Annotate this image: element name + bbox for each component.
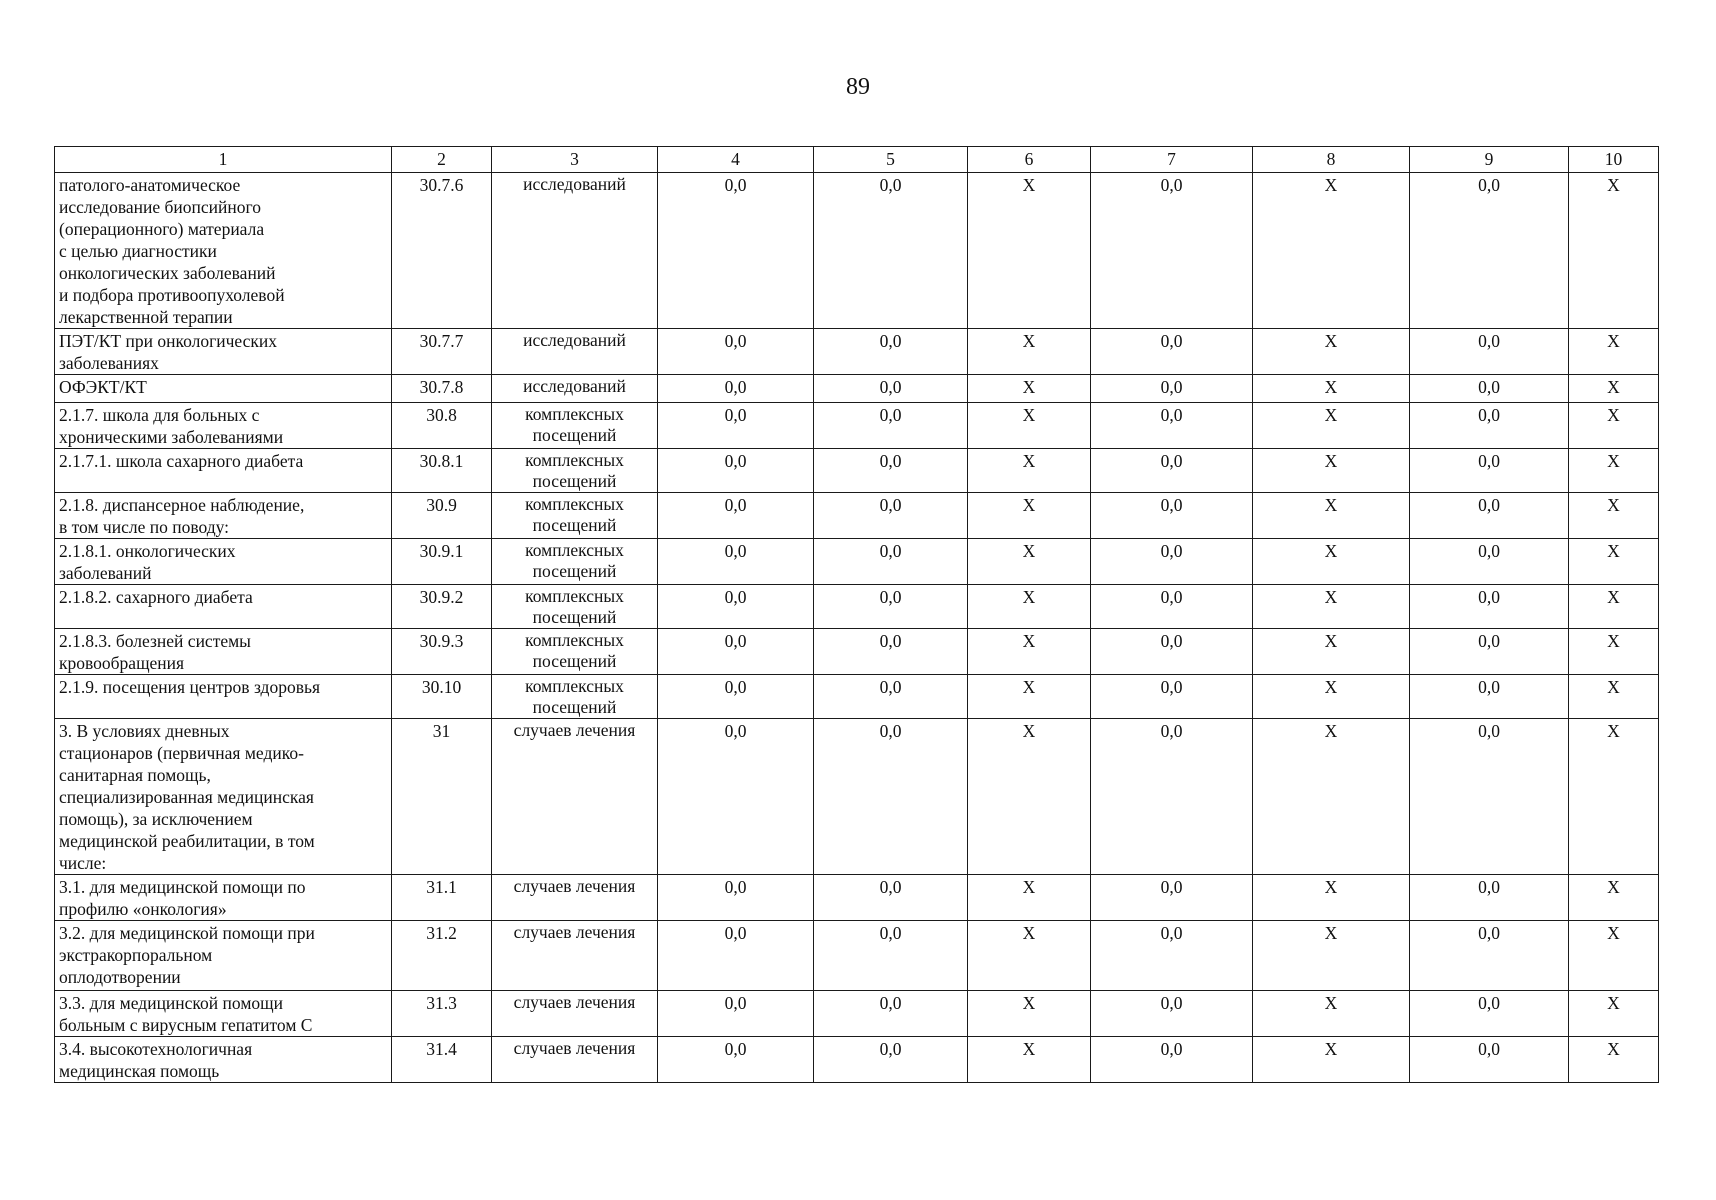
table-row xyxy=(55,539,1659,585)
value-cell-col7: 0,0 xyxy=(1091,375,1253,403)
table-row xyxy=(55,629,1659,675)
row-unit-cell: комплексных посещений xyxy=(492,403,658,449)
value-cell-col5: 0,0 xyxy=(814,719,968,875)
row-code-cell: 30.9 xyxy=(392,493,492,539)
value-cell-col9: 0,0 xyxy=(1410,629,1569,675)
row-unit-cell: комплексных посещений xyxy=(492,629,658,675)
value-cell-col5: 0,0 xyxy=(814,991,968,1037)
value-cell-col7: 0,0 xyxy=(1091,449,1253,493)
table-row xyxy=(55,719,1659,875)
value-cell-col10: Х xyxy=(1569,719,1659,875)
value-cell-col5: 0,0 xyxy=(814,173,968,329)
value-cell-col9: 0,0 xyxy=(1410,921,1569,991)
row-code-cell: 31.2 xyxy=(392,921,492,991)
value-cell-col4: 0,0 xyxy=(658,585,814,629)
value-cell-col7: 0,0 xyxy=(1091,875,1253,921)
value-cell-col8: Х xyxy=(1253,329,1410,375)
value-cell-col10: Х xyxy=(1569,991,1659,1037)
value-cell-col4: 0,0 xyxy=(658,1037,814,1083)
row-code-cell: 30.9.3 xyxy=(392,629,492,675)
value-cell-col4: 0,0 xyxy=(658,991,814,1037)
value-cell-col9: 0,0 xyxy=(1410,585,1569,629)
row-unit-cell: исследований xyxy=(492,173,658,329)
value-cell-col10: Х xyxy=(1569,585,1659,629)
value-cell-col4: 0,0 xyxy=(658,493,814,539)
column-header: 2 xyxy=(392,147,492,173)
value-cell-col9: 0,0 xyxy=(1410,875,1569,921)
value-cell-col10: Х xyxy=(1569,675,1659,719)
row-code-cell: 30.8 xyxy=(392,403,492,449)
column-header: 5 xyxy=(814,147,968,173)
row-code-cell: 30.7.7 xyxy=(392,329,492,375)
value-cell-col10: Х xyxy=(1569,173,1659,329)
value-cell-col9: 0,0 xyxy=(1410,1037,1569,1083)
value-cell-col4: 0,0 xyxy=(658,719,814,875)
value-cell-col7: 0,0 xyxy=(1091,719,1253,875)
table-row xyxy=(55,173,1659,329)
value-cell-col8: Х xyxy=(1253,539,1410,585)
value-cell-col9: 0,0 xyxy=(1410,329,1569,375)
row-code-cell: 30.9.2 xyxy=(392,585,492,629)
table-row xyxy=(55,1037,1659,1083)
row-unit-cell: случаев лечения xyxy=(492,991,658,1037)
row-name-cell: 3.3. для медицинской помощи больным с вирусным гепатитом С xyxy=(55,991,392,1037)
row-name-cell: 2.1.8.1. онкологических заболеваний xyxy=(55,539,392,585)
value-cell-col8: Х xyxy=(1253,173,1410,329)
row-code-cell: 30.7.8 xyxy=(392,375,492,403)
row-name-cell: 3.4. высокотехнологичная медицинская помощь xyxy=(55,1037,392,1083)
value-cell-col10: Х xyxy=(1569,1037,1659,1083)
value-cell-col5: 0,0 xyxy=(814,585,968,629)
column-header: 1 xyxy=(55,147,392,173)
value-cell-col8: Х xyxy=(1253,719,1410,875)
table-row xyxy=(55,921,1659,991)
row-unit-cell: комплексных посещений xyxy=(492,585,658,629)
value-cell-col7: 0,0 xyxy=(1091,173,1253,329)
header-row xyxy=(55,147,1659,173)
value-cell-col10: Х xyxy=(1569,329,1659,375)
value-cell-col6: Х xyxy=(968,875,1091,921)
table-row xyxy=(55,493,1659,539)
value-cell-col5: 0,0 xyxy=(814,375,968,403)
value-cell-col6: Х xyxy=(968,403,1091,449)
row-unit-cell: случаев лечения xyxy=(492,875,658,921)
value-cell-col5: 0,0 xyxy=(814,493,968,539)
value-cell-col6: Х xyxy=(968,1037,1091,1083)
value-cell-col7: 0,0 xyxy=(1091,629,1253,675)
row-name-cell: 3.2. для медицинской помощи при экстракорпоральном оплодотворении xyxy=(55,921,392,991)
value-cell-col6: Х xyxy=(968,921,1091,991)
row-name-cell: патолого-анатомическое исследование биопсийного (операционного) материала с целью диагностики онкологических заболеваний и подбора противоопухолевой лекарственной терапии xyxy=(55,173,392,329)
value-cell-col10: Х xyxy=(1569,375,1659,403)
value-cell-col4: 0,0 xyxy=(658,173,814,329)
column-header: 6 xyxy=(968,147,1091,173)
row-name-cell: ПЭТ/КТ при онкологических заболеваниях xyxy=(55,329,392,375)
value-cell-col7: 0,0 xyxy=(1091,403,1253,449)
value-cell-col6: Х xyxy=(968,375,1091,403)
value-cell-col6: Х xyxy=(968,675,1091,719)
value-cell-col7: 0,0 xyxy=(1091,493,1253,539)
table-row xyxy=(55,875,1659,921)
table-row xyxy=(55,329,1659,375)
value-cell-col4: 0,0 xyxy=(658,629,814,675)
value-cell-col9: 0,0 xyxy=(1410,173,1569,329)
row-name-cell: 3. В условиях дневных стационаров (первичная медико- санитарная помощь, специализированная медицинская помощь), за исключением медицинской реабилитации, в том числе: xyxy=(55,719,392,875)
value-cell-col6: Х xyxy=(968,991,1091,1037)
value-cell-col6: Х xyxy=(968,173,1091,329)
value-cell-col6: Х xyxy=(968,719,1091,875)
table-row xyxy=(55,585,1659,629)
row-unit-cell: случаев лечения xyxy=(492,1037,658,1083)
value-cell-col8: Х xyxy=(1253,675,1410,719)
row-name-cell: 2.1.8.3. болезней системы кровообращения xyxy=(55,629,392,675)
value-cell-col8: Х xyxy=(1253,375,1410,403)
value-cell-col4: 0,0 xyxy=(658,403,814,449)
row-code-cell: 31.4 xyxy=(392,1037,492,1083)
table-body xyxy=(55,173,1659,1083)
page-number: 89 xyxy=(846,74,870,100)
row-code-cell: 30.10 xyxy=(392,675,492,719)
value-cell-col4: 0,0 xyxy=(658,449,814,493)
value-cell-col5: 0,0 xyxy=(814,539,968,585)
value-cell-col9: 0,0 xyxy=(1410,403,1569,449)
value-cell-col4: 0,0 xyxy=(658,875,814,921)
value-cell-col9: 0,0 xyxy=(1410,719,1569,875)
value-cell-col4: 0,0 xyxy=(658,539,814,585)
value-cell-col10: Х xyxy=(1569,493,1659,539)
value-cell-col8: Х xyxy=(1253,1037,1410,1083)
value-cell-col5: 0,0 xyxy=(814,629,968,675)
value-cell-col5: 0,0 xyxy=(814,875,968,921)
row-unit-cell: исследований xyxy=(492,375,658,403)
row-name-cell: 2.1.9. посещения центров здоровья xyxy=(55,675,392,719)
value-cell-col9: 0,0 xyxy=(1410,493,1569,539)
value-cell-col5: 0,0 xyxy=(814,449,968,493)
row-code-cell: 30.9.1 xyxy=(392,539,492,585)
value-cell-col8: Х xyxy=(1253,629,1410,675)
table-row xyxy=(55,991,1659,1037)
value-cell-col4: 0,0 xyxy=(658,675,814,719)
value-cell-col7: 0,0 xyxy=(1091,1037,1253,1083)
value-cell-col7: 0,0 xyxy=(1091,675,1253,719)
value-cell-col8: Х xyxy=(1253,493,1410,539)
value-cell-col10: Х xyxy=(1569,539,1659,585)
value-cell-col7: 0,0 xyxy=(1091,921,1253,991)
value-cell-col5: 0,0 xyxy=(814,403,968,449)
row-name-cell: 3.1. для медицинской помощи по профилю «онкология» xyxy=(55,875,392,921)
table-row xyxy=(55,675,1659,719)
row-name-cell: ОФЭКТ/КТ xyxy=(55,375,392,403)
row-unit-cell: случаев лечения xyxy=(492,921,658,991)
row-name-cell: 2.1.7. школа для больных с хроническими заболеваниями xyxy=(55,403,392,449)
value-cell-col4: 0,0 xyxy=(658,329,814,375)
value-cell-col4: 0,0 xyxy=(658,921,814,991)
value-cell-col9: 0,0 xyxy=(1410,375,1569,403)
table-row xyxy=(55,375,1659,403)
value-cell-col7: 0,0 xyxy=(1091,585,1253,629)
value-cell-col6: Х xyxy=(968,629,1091,675)
data-table xyxy=(54,146,1659,1083)
row-name-cell: 2.1.7.1. школа сахарного диабета xyxy=(55,449,392,493)
value-cell-col5: 0,0 xyxy=(814,329,968,375)
value-cell-col8: Х xyxy=(1253,921,1410,991)
value-cell-col4: 0,0 xyxy=(658,375,814,403)
value-cell-col6: Х xyxy=(968,449,1091,493)
value-cell-col7: 0,0 xyxy=(1091,539,1253,585)
value-cell-col7: 0,0 xyxy=(1091,991,1253,1037)
value-cell-col10: Х xyxy=(1569,921,1659,991)
row-name-cell: 2.1.8.2. сахарного диабета xyxy=(55,585,392,629)
row-code-cell: 31.3 xyxy=(392,991,492,1037)
row-unit-cell: комплексных посещений xyxy=(492,493,658,539)
value-cell-col9: 0,0 xyxy=(1410,539,1569,585)
value-cell-col10: Х xyxy=(1569,875,1659,921)
value-cell-col10: Х xyxy=(1569,629,1659,675)
value-cell-col5: 0,0 xyxy=(814,675,968,719)
value-cell-col6: Х xyxy=(968,493,1091,539)
value-cell-col5: 0,0 xyxy=(814,921,968,991)
value-cell-col8: Х xyxy=(1253,991,1410,1037)
table-row xyxy=(55,403,1659,449)
row-code-cell: 30.8.1 xyxy=(392,449,492,493)
value-cell-col8: Х xyxy=(1253,449,1410,493)
row-unit-cell: комплексных посещений xyxy=(492,539,658,585)
row-unit-cell: случаев лечения xyxy=(492,719,658,875)
value-cell-col9: 0,0 xyxy=(1410,449,1569,493)
column-header: 8 xyxy=(1253,147,1410,173)
value-cell-col9: 0,0 xyxy=(1410,991,1569,1037)
table-row xyxy=(55,449,1659,493)
row-code-cell: 31 xyxy=(392,719,492,875)
row-unit-cell: комплексных посещений xyxy=(492,675,658,719)
value-cell-col6: Х xyxy=(968,539,1091,585)
value-cell-col5: 0,0 xyxy=(814,1037,968,1083)
column-header: 10 xyxy=(1569,147,1659,173)
column-header: 3 xyxy=(492,147,658,173)
table-header xyxy=(55,147,1659,173)
value-cell-col6: Х xyxy=(968,585,1091,629)
column-header: 7 xyxy=(1091,147,1253,173)
value-cell-col7: 0,0 xyxy=(1091,329,1253,375)
row-unit-cell: исследований xyxy=(492,329,658,375)
value-cell-col10: Х xyxy=(1569,449,1659,493)
value-cell-col8: Х xyxy=(1253,403,1410,449)
value-cell-col6: Х xyxy=(968,329,1091,375)
column-header: 4 xyxy=(658,147,814,173)
row-code-cell: 30.7.6 xyxy=(392,173,492,329)
row-code-cell: 31.1 xyxy=(392,875,492,921)
column-header: 9 xyxy=(1410,147,1569,173)
row-name-cell: 2.1.8. диспансерное наблюдение, в том числе по поводу: xyxy=(55,493,392,539)
value-cell-col8: Х xyxy=(1253,585,1410,629)
row-unit-cell: комплексных посещений xyxy=(492,449,658,493)
value-cell-col10: Х xyxy=(1569,403,1659,449)
value-cell-col8: Х xyxy=(1253,875,1410,921)
value-cell-col9: 0,0 xyxy=(1410,675,1569,719)
